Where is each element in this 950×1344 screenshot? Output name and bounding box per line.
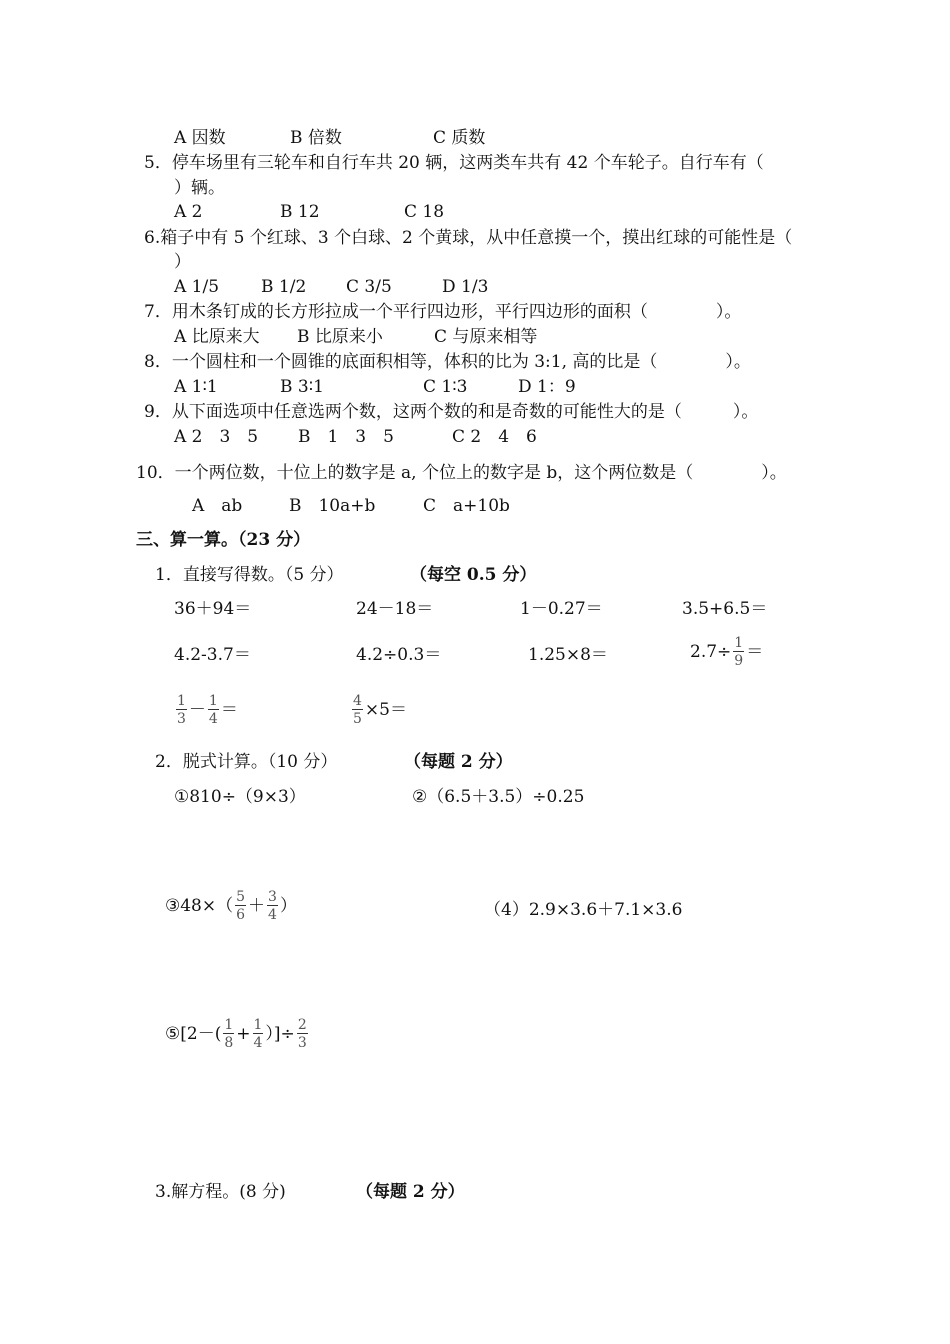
calc-6: 4.2÷0.3＝	[356, 645, 442, 665]
fraction-1-9: $\frac{1}{9}$	[734, 635, 744, 669]
q5-option-b: B 12	[280, 202, 320, 222]
q6-option-a: A 1/5	[174, 277, 220, 297]
calc-9	[174, 694, 238, 726]
fraction-2-3: $\frac{2}{3}$	[297, 1017, 307, 1051]
part1-title: 1．直接写得数。（5 分）	[155, 565, 344, 585]
q6-text-cont: ）	[174, 252, 191, 272]
q6-option-d: D 1/3	[442, 277, 489, 297]
q7-option-b: B 比原来小	[297, 327, 383, 347]
q7-option-a: A 比原来大	[174, 327, 260, 347]
expr-3-post: ）	[279, 896, 297, 916]
expr-5	[165, 1018, 310, 1050]
fraction-4-5: $\frac{4}{5}$	[353, 693, 362, 727]
fraction-5-6: $\frac{5}{6}$	[236, 889, 246, 923]
expr-3	[165, 890, 297, 922]
fraction-1-4b: $\frac{1}{4}$	[253, 1017, 263, 1051]
calc-8	[690, 636, 763, 668]
section3-title: 三、算一算。（23 分）	[136, 530, 311, 550]
part3-note: （每题 2 分）	[356, 1182, 465, 1202]
calc-2: 24－18＝	[356, 599, 434, 619]
q9-text: 9．从下面选项中任意选两个数，这两个数的和是奇数的可能性大的是（ ）。	[144, 402, 759, 422]
q5-text-cont: ）辆。	[174, 178, 225, 198]
calc-9-eq: ＝	[220, 700, 238, 720]
part1-note: （每空 0.5 分）	[410, 565, 537, 585]
q8-option-b: B 3∶1	[280, 377, 324, 397]
expr-2: ②（6.5＋3.5）÷0.25	[412, 787, 585, 807]
q10-option-c: C a+10b	[423, 496, 510, 516]
part2-note: （每题 2 分）	[404, 752, 513, 772]
calc-10	[350, 694, 407, 726]
calc-4: 3.5+6.5＝	[682, 599, 768, 619]
q9-option-b: B 1 3 5	[298, 427, 394, 447]
q4-option-c: C 质数	[433, 128, 486, 148]
part2-title: 2．脱式计算。（10 分）	[155, 752, 338, 772]
calc-7: 1.25×8＝	[528, 645, 608, 665]
q6-option-b: B 1/2	[261, 277, 307, 297]
q4-option-a: A 因数	[174, 128, 226, 148]
expr-3-pre: ③48×（	[165, 896, 234, 916]
fraction-1-4: $\frac{1}{4}$	[208, 693, 218, 727]
calc-1: 36＋94＝	[174, 599, 252, 619]
q4-option-b: B 倍数	[290, 128, 342, 148]
q6-text: 6.箱子中有 5 个红球、3 个白球、2 个黄球，从中任意摸一个，摸出红球的可能性是（	[144, 228, 793, 248]
q5-option-a: A 2	[174, 202, 203, 222]
expr-1: ①810÷（9×3）	[174, 787, 306, 807]
calc-3: 1－0.27＝	[520, 599, 603, 619]
q8-text: 8．一个圆柱和一个圆锥的底面积相等，体积的比为 3:1, 高的比是（ ）。	[144, 352, 751, 372]
q9-option-c: C 2 4 6	[452, 427, 537, 447]
q10-text: 10．一个两位数，十位上的数字是 a, 个位上的数字是 b，这个两位数是（ ）。	[136, 463, 787, 483]
calc-5: 4.2-3.7＝	[174, 645, 251, 665]
part3-title: 3.解方程。(8 分)	[155, 1182, 286, 1202]
expr-3-op: ＋	[248, 896, 266, 916]
q8-option-d: D 1：9	[518, 377, 576, 397]
q5-text: 5．停车场里有三轮车和自行车共 20 辆，这两类车共有 42 个车轮子。自行车有（	[144, 153, 764, 173]
fraction-1-3: $\frac{1}{3}$	[177, 693, 186, 727]
fraction-3-4: $\frac{3}{4}$	[268, 889, 277, 923]
expr-5-pre: ⑤[2－(	[165, 1024, 222, 1044]
fraction-1-8: $\frac{1}{8}$	[224, 1017, 234, 1051]
expr-4: （4）2.9×3.6＋7.1×3.6	[484, 900, 683, 920]
q8-option-c: C 1∶3	[423, 377, 468, 397]
q10-option-b: B 10a+b	[289, 496, 376, 516]
calc-8-left: 2.7÷	[690, 642, 732, 662]
q9-option-a: A 2 3 5	[174, 427, 259, 447]
q6-option-c: C 3/5	[346, 277, 392, 297]
calc-9-op: －	[188, 700, 206, 720]
q7-option-c: C 与原来相等	[434, 327, 538, 347]
calc-8-eq: ＝	[746, 642, 764, 662]
calc-10-rest: ×5＝	[364, 700, 407, 720]
q10-option-a: A ab	[192, 496, 243, 516]
q8-option-a: A 1∶1	[174, 377, 218, 397]
q5-option-c: C 18	[404, 202, 445, 222]
expr-5-mid: ）]÷	[265, 1024, 295, 1044]
expr-5-op: +	[236, 1024, 251, 1044]
q7-text: 7．用木条钉成的长方形拉成一个平行四边形，平行四边形的面积（ ）。	[144, 302, 742, 322]
